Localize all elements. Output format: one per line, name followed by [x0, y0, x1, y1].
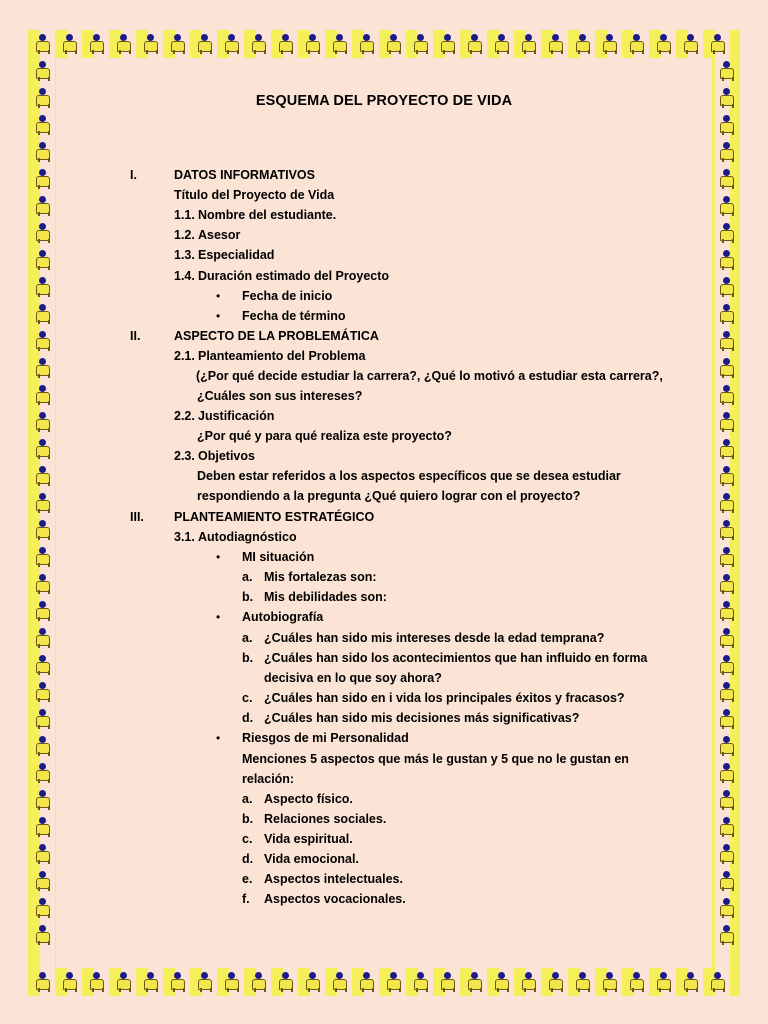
lettered-item: c. Vida espiritual.: [242, 832, 353, 846]
lettered-item: f. Aspectos vocacionales.: [242, 892, 406, 906]
section-numeral: II.: [130, 329, 141, 343]
outline-item: 3.1. Autodiagnóstico: [174, 530, 297, 544]
lettered-item: d. Vida emocional.: [242, 852, 359, 866]
lettered-item: a. Mis fortalezas son:: [242, 570, 377, 584]
section-numeral: I.: [130, 168, 137, 182]
lettered-item: b. ¿Cuáles han sido los acontecimientos que han influido en forma: [242, 651, 648, 665]
lettered-item: d. ¿Cuáles han sido mis decisiones más significativas?: [242, 711, 580, 725]
section-heading: PLANTEAMIENTO ESTRATÉGICO: [174, 510, 375, 524]
bullet-icon: •: [216, 550, 221, 564]
bullet-icon: •: [216, 289, 221, 303]
lettered-item: e. Aspectos intelectuales.: [242, 872, 403, 886]
outline-detail: (¿Por qué decide estudiar la carrera?, ¿Qué lo motivó a estudiar esta carrera?,: [196, 369, 663, 383]
outline-detail: respondiendo a la pregunta ¿Qué quiero lograr con el proyecto?: [197, 489, 581, 503]
bullet-item: Riesgos de mi Personalidad: [242, 731, 409, 745]
bullet-icon: •: [216, 309, 221, 323]
lettered-item: a. Aspecto físico.: [242, 792, 353, 806]
outline-detail: ¿Cuáles son sus intereses?: [197, 389, 363, 403]
lettered-item: a. ¿Cuáles han sido mis intereses desde la edad temprana?: [242, 631, 605, 645]
bullet-icon: •: [216, 731, 221, 745]
outline-item: 1.1. Nombre del estudiante.: [174, 208, 337, 222]
outline-item: 1.3. Especialidad: [174, 248, 275, 262]
lettered-item: b. Mis debilidades son:: [242, 590, 387, 604]
bullet-icon: •: [216, 610, 221, 624]
section-numeral: III.: [130, 510, 144, 524]
outline-item: 2.1. Planteamiento del Problema: [174, 349, 366, 363]
bullet-item: Autobiografía: [242, 610, 324, 624]
section-heading: DATOS INFORMATIVOS: [174, 168, 315, 182]
project-title-line: Título del Proyecto de Vida: [174, 188, 335, 202]
bullet-item: MI situación: [242, 550, 315, 564]
outline-item: 1.4. Duración estimado del Proyecto: [174, 269, 390, 283]
riesgos-intro: Menciones 5 aspectos que más le gustan y 5 que no le gustan en: [242, 752, 629, 766]
outline-item: 1.2. Asesor: [174, 228, 241, 242]
section-heading: ASPECTO DE LA PROBLEMÁTICA: [174, 329, 379, 343]
document-title: ESQUEMA DEL PROYECTO DE VIDA: [255, 93, 513, 109]
bullet-item: Fecha de término: [242, 309, 346, 323]
riesgos-intro: relación:: [242, 772, 295, 786]
outline-detail: ¿Por qué y para qué realiza este proyecto?: [197, 429, 452, 443]
outline-item: 2.2. Justificación: [174, 409, 275, 423]
bullet-item: Fecha de inicio: [242, 289, 333, 303]
outline-item: 2.3. Objetivos: [174, 449, 255, 463]
lettered-item: b. Relaciones sociales.: [242, 812, 387, 826]
lettered-item-continuation: decisiva en lo que soy ahora?: [264, 671, 442, 685]
outline-detail: Deben estar referidos a los aspectos específicos que se desea estudiar: [197, 469, 621, 483]
lettered-item: c. ¿Cuáles han sido en i vida los principales éxitos y fracasos?: [242, 691, 625, 705]
